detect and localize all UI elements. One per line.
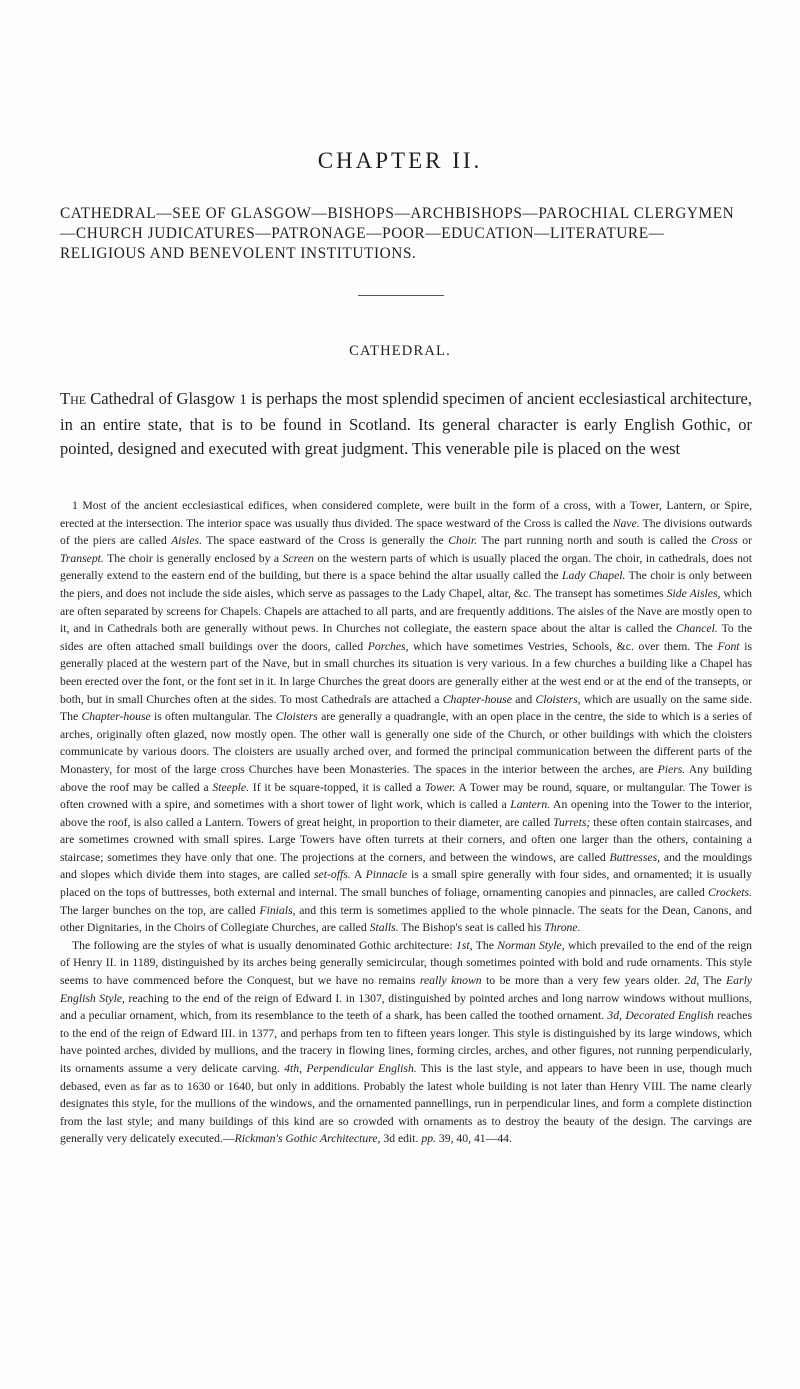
fn-term: Chancel. [675,622,718,636]
main-paragraph [60,387,752,462]
fn-term: 2d, [684,974,700,988]
fn-text: This is the last style, and appears to have been in use, though much debased, even as far as to 1630 or 1640, but only in additions. Probably the latest whole building is not later than Henry VIII. The name clearly designates this style, for the mullions of the windows, and the ornamented pannellings, run in perpendicular lines, and form a complete distinction from the last style; and many buildings of this kind are so crowded with ornaments as to destroy the beauty of the design. The carvings are generally very delicately executed.— [60,1062,753,1146]
fn-term: Chapter-house [442,692,512,706]
footnote-number: 1 [72,499,78,512]
fn-term: really known [419,974,482,988]
fn-term: Turrets; [553,815,591,829]
fn-text: The choir is generally enclosed by a [103,551,283,565]
fn-term: Pinnacle [365,868,408,882]
fn-term: Nave. [612,516,640,530]
fn-term: Porches, [367,639,409,653]
fn-term: Throne. [544,921,581,935]
fn-citation: Rickman's Gothic Architecture, [234,1132,381,1146]
fn-term: Cross [710,534,738,548]
fn-text: A Tower may be round, square, or multangular. The Tower is often crowned with a spire, and sometimes with a short tower of light work, which is called a [60,780,752,812]
fn-term: Lantern. [510,798,551,812]
footnote-block [60,497,752,1148]
lead-word: The [60,389,87,408]
fn-text: A [350,868,366,882]
fn-text: are generally a quadrangle, with an open place in the centre, the side to which is a series of arches, originally often glazed, now mostly open. The other wall is generally one side of the Church, or other buildings with which the cloisters communicate by various doors. The cloisters are usually arched over, and formed the principal communication between the different parts of the Monastery, for most of the large cross Churches have been Monasteries. The spaces in the interior between the arches, are [60,710,752,776]
fn-term: Tower. [424,780,456,794]
fn-text: The part running north and south is called the [477,534,711,548]
fn-text: and [511,692,536,706]
fn-text: 3d edit. [380,1132,422,1146]
fn-term: Buttresses, [609,850,661,864]
fn-term: Transept. [60,551,104,565]
fn-text: The [699,974,727,988]
divider-rule [358,295,444,296]
fn-text: which prevailed to the end of the reign of Henry II. in 1189, distinguished by its arches being generally semicircular, though sometimes pointed with bold and rude ornaments. This style seems to have commenced before the Conquest, but we have no remains [60,938,753,988]
fn-term: Choir. [448,534,478,548]
fn-text: An opening into the Tower to the interior, above the roof, is also called a Lantern. Towers of great height, in proportion to their diameter, are called [60,798,752,829]
fn-text: these often contain staircases, and are sometimes crowned with small spires. Large Towers have often turrets at their corners, and often one larger than the others, containing a staircase; sometimes they have only that one. The projections at the corners, and between the windows, are called [60,815,752,864]
fn-term: Cloisters [275,710,318,724]
fn-term: set-offs. [314,868,351,882]
footnote-paragraph-2 [60,937,752,1148]
fn-term: Crockets. [707,886,752,900]
fn-term: Finials, [259,903,296,917]
fn-text: is generally placed at the western part of the Nave, but in small churches its situation is very various. In a few churches a building like a Chapel has been erected over the font, or the font set in it. In large Churches the great doors are generally either at the west end or at the end of the transepts, or both, but in small Churches often at the sides. To most Cathedrals are attached a [60,639,753,706]
fn-text: which are usually on the same side. The [60,692,753,724]
main-text-part2: is perhaps the most splendid specimen of ancient ecclesiastical architecture, in an entire state, that is to be found in Scotland. Its general character is early English Gothic, or pointed, designed and executed with great judgment. This venerable pile is placed on the west [60,389,753,458]
fn-text: reaching to the end of the reign of Edward I. in 1307, distinguished by pointed arches and long narrow windows without mullions, and a peculiar ornament, which, from its resemblance to the teeth of a shark, has been called the toothed ornament. [60,991,752,1023]
fn-text: The divisions outwards of the piers are called [60,516,752,548]
fn-text: is a small spire generally with four sides, and ornamented; it is usually placed on the tops of buttresses, both external and internal. The small bunches of foliage, ornamenting canopies and pinnacles, are called [60,868,752,900]
fn-text: Any building above the roof may be called a [60,762,752,794]
fn-term: Side Aisles, [666,586,721,600]
footnote-paragraph-1 [60,497,752,937]
fn-text: which have sometimes Vestries, Schools, &c. over them. The [408,639,718,653]
fn-text: and the mouldings and slopes which divide them into stages, are called [60,850,752,882]
fn-term: Stalls. [369,921,399,935]
fn-text: Most of the ancient ecclesiastical edifices, when considered complete, were built in the form of a cross, with a Tower, Lantern, or Spire, erected at the intersection. The interior space was usually thus divided. The space westward of the Cross is called the [60,499,752,530]
fn-text: reaches to the end of the reign of Edward III. in 1377, and perhaps from ten to fifteen years longer. This style is distinguished by its large windows, which have pointed arches, divided by mullions, and the tracery in flowing lines, forming circles, arches, and other figures, not running perpendicularly, its ornaments assume a very delicate carving. [60,1009,752,1075]
fn-term: 4th, [284,1062,303,1075]
main-text-part1: Cathedral of Glasgow [86,389,236,408]
fn-term: Font [717,639,740,653]
fn-text: The larger bunches on the top, are called [60,903,260,917]
chapter-subtitle: CATHEDRAL—SEE OF GLASGOW—BISHOPS—ARCHBISHOPS—PAROCHIAL CLERGYMEN—CHURCH JUDICATURES—PATRONAGE—POOR—EDUCATION—LITERATURE—RELIGIOUS AND BENEVOLENT INSTITUTIONS. [60,205,735,262]
fn-text: The choir is only between the piers, and does not include the side aisles, which serve as passages to the Lady Chapel, altar, &c. The transept has sometimes [60,569,752,600]
fn-text: The Bishop's seat is called his [398,921,545,935]
chapter-heading: CHAPTER II. [317,148,483,173]
fn-text: If it be square-topped, it is called a [249,780,425,794]
fn-term: Decorated English [625,1009,714,1023]
fn-term: Cloisters, [535,692,581,706]
fn-term: Aisles. [171,534,203,548]
fn-term: Norman Style, [497,938,565,952]
fn-term: Perpendicular English. [306,1062,417,1075]
fn-text: The space eastward of the Cross is generally the [202,534,449,548]
fn-term: 3d, [607,1009,623,1023]
fn-term: Lady Chapel. [562,569,626,583]
fn-text: The [472,938,498,952]
fn-text: which are often separated by screens for Chapels. Chapels are attached to all parts, and are frequently additions. The aisles of the Nave are mostly open to it, and in Cathedrals both are generally without pews. In Churches not collegiate, the eastern space about the altar is called the [60,586,752,636]
section-heading: CATHEDRAL. [349,343,451,359]
fn-term: Piers. [657,762,686,776]
fn-text: 39, 40, 41—44. [435,1132,512,1146]
fn-term: pp. [421,1132,436,1146]
fn-text: and this term is sometimes applied to the whole pinnacle. The seats for the Dean, Canons, and other Dignitaries, in the Choirs of Collegiate Churches, are called [60,903,752,935]
fn-term: 1st, [455,938,473,952]
fn-text: to be more than a very few years older. [481,974,685,988]
fn-term: Steeple. [212,780,250,794]
fn-text: is often multangular. The [150,710,276,724]
fn-text: The following are the styles of what is usually denominated Gothic architecture: [72,938,456,952]
fn-text: or [737,534,752,548]
fn-term: Early English Style, [60,974,753,1005]
footnote-reference[interactable]: 1 [239,392,247,408]
fn-term: Screen [282,551,314,565]
fn-term: Chapter-house [81,710,151,724]
fn-text: on the western parts of which is usually placed the organ. The choir, in cathedrals, does not generally extend to the eastern end of the building, but there is a space behind the altar usually called the [60,551,752,583]
fn-text: To the sides are often attached small buildings over the doors, called [60,622,753,653]
